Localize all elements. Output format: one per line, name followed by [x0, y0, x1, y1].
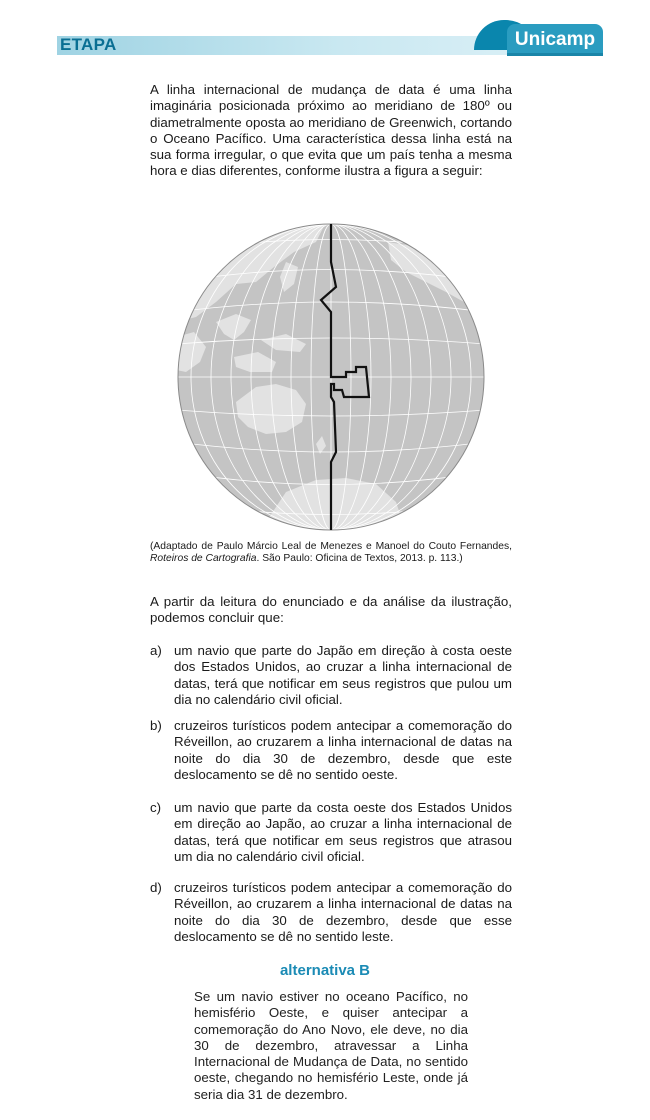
date-line-map [176, 222, 486, 532]
option-text: cruzeiros turísticos podem antecipar a comemoração do Réveillon, ao cruzarem a linha internacional de datas na noite do dia 30 de dezembro, desde que este deslocamento se dê no sentido oeste. [174, 718, 512, 782]
unicamp-tab: Unicamp [507, 24, 603, 56]
answer-title: alternativa B [279, 962, 371, 979]
option-letter: a) [150, 643, 162, 658]
option-letter: d) [150, 880, 162, 895]
page-header [0, 0, 650, 62]
option-letter: c) [150, 800, 162, 815]
option-letter: b) [150, 718, 162, 733]
etapa-logo: ETAPA [60, 35, 117, 54]
header-bar [57, 36, 527, 55]
option-text: um navio que parte do Japão em direção à costa oeste dos Estados Unidos, ao cruzar a linha internacional de datas, terá que notificar em seus registros que pulou um dia no calendário civil oficial. [174, 643, 512, 707]
option-text: cruzeiros turísticos podem antecipar a comemoração do Réveillon, ao cruzarem a linha internacional de datas na noite do dia 30 de dezembro, desde que esse deslocamento se dê no sentido leste. [174, 880, 512, 944]
answer-explanation: Se um navio estiver no oceano Pacífico, no hemisfério Oeste, e quiser antecipar a comemoração do Ano Novo, ele deve, no dia 30 de dezembro, atravessar a Linha Internacional de Mudança de Data, no sentido oeste, chegando no hemisfério Leste, onde já seria dia 31 de dezembro. [194, 989, 468, 1102]
figure-caption: (Adaptado de Paulo Márcio Leal de Menezes e Manoel do Couto Fernandes, Roteiros de Cartografia. São Paulo: Oficina de Textos, 2013. p. 113.) [150, 541, 512, 565]
question-intro: A linha internacional de mudança de data é uma linha imaginária posicionada próximo ao meridiano de 180º ou diametralmente oposta ao meridiano de Greenwich, cortando o Oceano Pacífico. Uma característica dessa linha está na sua forma irregular, o que evita que um país tenha a mesma hora e dias diferentes, conforme ilustra a figura a seguir: [150, 82, 512, 179]
globe-figure [176, 222, 486, 532]
question-prompt: A partir da leitura do enunciado e da análise da ilustração, podemos concluir que: [150, 594, 512, 626]
option-text: um navio que parte da costa oeste dos Estados Unidos em direção ao Japão, ao cruzar a linha internacional de datas, terá que notificar em seus registros que atrasou um dia no calendário civil oficial. [174, 800, 512, 864]
